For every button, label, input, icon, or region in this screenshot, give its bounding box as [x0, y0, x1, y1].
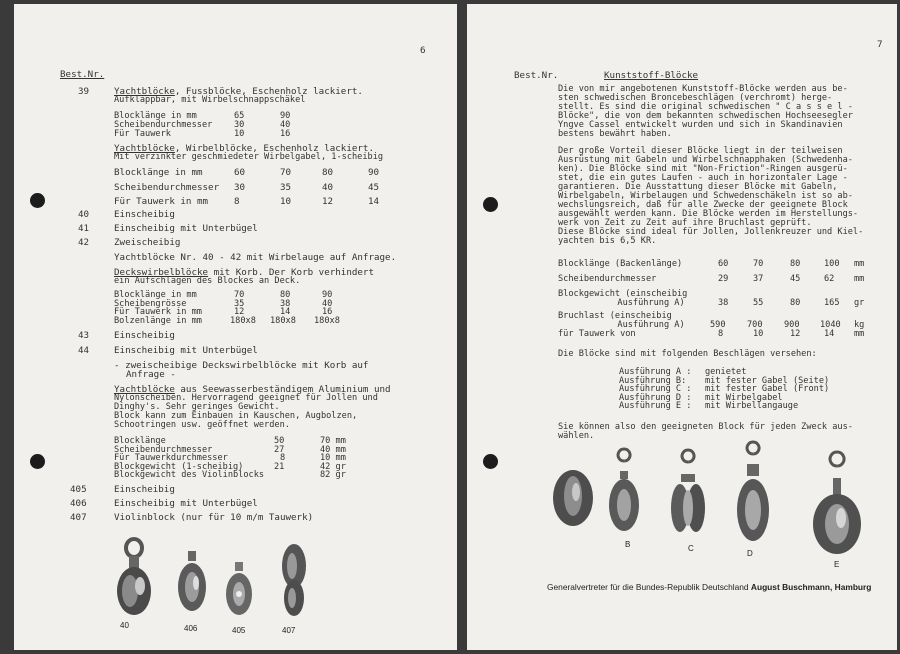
entry-text: Einscheibig mit Unterbügel [114, 498, 258, 509]
entry-title: Yachtblöcke, Wirbelblöcke, Eschenholz lackiert. [114, 143, 374, 154]
entry-text: Violinblock (nur für 10 m/m Tauwerk) [114, 512, 314, 523]
order-number: 407 [70, 512, 87, 523]
block-photo-406 [172, 549, 212, 619]
order-number: 406 [70, 498, 87, 509]
paragraph-1: Die von mir angebotenen Kunststoff-Blöcke werden aus be- sten schwedischen Broncebeschlägen (verchromt) herge- stellt. Es sind die original schwedischen " C a s s e l - Blöcke", die von dem bekannten schwedischen Hochseesegler Yngve Cassel entwickelt wurden und sich in Skandinavien bestens bewährt haben. [558, 84, 853, 139]
page-number: 6 [420, 45, 426, 56]
fittings-list: Ausführung A : genietet Ausführung B: mit fester Gabel (Seite) Ausführung C : mit fester Gabel (Front) Ausführung D : mit Wirbelgabel Ausführung E : mit Wirbellangauge [619, 367, 830, 412]
order-number: 43 [78, 330, 90, 341]
entry-title: Yachtblöcke, Fussblöcke, Eschenholz lackiert. [114, 86, 363, 97]
block-photo-407 [274, 538, 314, 622]
order-number: 405 [70, 484, 87, 495]
entry-title: Deckswirbelblöcke mit Korb. Der Korb verhindert [114, 267, 374, 278]
entry-text: Einscheibig [114, 484, 175, 495]
punch-hole [483, 197, 498, 212]
entry-text: Dinghy's. Sehr geringes Gewicht. [114, 402, 280, 412]
entry-text: Einscheibig mit Unterbügel [114, 223, 258, 234]
spec-table-deck: Blocklänge in mm 70 80 90 Scheibengrösse 35 38 40 Für Tauwerk in mm 12 14 16 Bolzenlänge in mm 180x8 180x8 180x8 [114, 290, 340, 326]
photo-label: C [688, 544, 694, 553]
entry-text: Block kann zum Einbauen in Kauschen, Augbolzen, [114, 411, 358, 421]
order-number: 41 [78, 223, 90, 234]
punch-hole [30, 193, 45, 208]
photo-label: 405 [232, 626, 246, 635]
spec-table-kunststoff: Blocklänge (Backenlänge) 60 70 80 100 mm Scheibendurchmesser 29 37 45 62 mm Blockgewicht (einscheibig Ausführung A) 38 55 80 165 gr Bruchlast (einscheibig Ausführung A) 590 700 900 1040 kg für Tauwerk von 8 10 12 14 mm [558, 259, 865, 339]
photo-label: 40 [120, 621, 129, 630]
entry-text: Schootringen usw. geöffnet werden. [114, 420, 290, 430]
photo-label: 407 [282, 626, 296, 635]
entry-title: Yachtblöcke aus Seewasserbeständigem Aluminium und [114, 384, 391, 395]
page-number: 7 [877, 39, 883, 50]
photo-label: B [625, 540, 631, 549]
block-photo-a [549, 464, 597, 528]
entry-text: Aufklappbar, mit Wirbelschnappschäkel [114, 95, 306, 105]
block-photo-405 [222, 562, 256, 618]
entry-text: Einscheibig mit Unterbügel [114, 345, 258, 356]
photo-label: D [747, 549, 753, 558]
block-photo-b [605, 459, 643, 535]
entry-text: Nylonscheiben. Hervorragend geeignet für Jollen und [114, 393, 378, 403]
footer-distributor: Generalvertreter für die Bundes-Republik Deutschland August Buschmann, Hamburg [547, 582, 872, 592]
page-7 [467, 4, 897, 650]
entry-text: ein Aufschlagen des Blockes an Deck. [114, 276, 301, 286]
entry-text: Zweischeibig [114, 237, 181, 248]
closing-text: Sie können also den geeigneten Block für jeden Zweck aus- wählen. [558, 422, 853, 441]
photo-label: E [834, 560, 840, 569]
paragraph-2: Der große Vorteil dieser Blöcke liegt in der teilweisen Ausrüstung mit Gabeln und Wirbelschnapphaken (Schwedenha- ken). Die Blöcke sind mit "Non-Friction"-Ringen ausgerü- stet, die ein gutes Laufen - auch in horizontaler Lage - garantieren. Die Ausstattung dieser Blöcke mit Gabeln, Wirbelgabeln, Wirbelaugen und Schwedenschäkeln ist so ab- wechslungsreich, daß für alle Zwecke der geeignete Block ausgewählt werden kann. Die Blöcke werden im Herstellungs- werk von Zeit zu Zeit auf ihre Bruchlast geprüft. Diese Blöcke sind ideal für Jollen, Jollenkreuzer und Kiel- yachten bis 6,5 KR. [558, 146, 864, 246]
entry-text: Mit verzinkter geschmiedeter Wirbelgabel, 1-scheibig [114, 152, 384, 162]
block-photo-c [667, 460, 709, 540]
punch-hole [30, 454, 45, 469]
order-number: 44 [78, 345, 90, 356]
block-photo-d [733, 452, 773, 544]
block-photo-e [809, 464, 865, 556]
column-header-best-nr: Best.Nr. [514, 70, 559, 81]
section-title: Kunststoff-Blöcke [604, 70, 699, 81]
entry-text: Einscheibig [114, 209, 175, 220]
entry-note: Yachtblöcke Nr. 40 - 42 mit Wirbelauge auf Anfrage. [114, 252, 397, 263]
spec-table-39: Blocklänge in mm 65 90 Scheibendurchmesser 30 40 Für Tauwerk 10 16 [114, 111, 291, 139]
entry-note: - zweischeibige Deckswirbelblöcke mit Korb auf [114, 360, 369, 371]
column-header-best-nr: Best.Nr. [60, 69, 105, 80]
block-photo-40 [109, 534, 159, 619]
order-number: 39 [78, 86, 90, 97]
spec-table-alu: Blocklänge 50 70 mm Scheibendurchmesser 27 40 mm Für Tauwerkdurchmesser 8 10 mm Blockgewicht (1-scheibig) 21 42 gr Blockgewicht des Violinblocks 82 gr [114, 436, 346, 481]
spec-table-39b: Blocklänge in mm 60 70 80 90 Scheibendurchmesser 30 35 40 45 Für Tauwerk in mm 8 10 12 14 [114, 167, 380, 207]
order-number: 42 [78, 237, 90, 248]
entry-note: Anfrage - [126, 369, 176, 380]
fittings-intro: Die Blöcke sind mit folgenden Beschlägen versehen: [558, 349, 817, 359]
entry-text: Einscheibig [114, 330, 175, 341]
page-6 [14, 4, 457, 650]
order-number: 40 [78, 209, 90, 220]
photo-label: 406 [184, 624, 198, 633]
punch-hole [483, 454, 498, 469]
